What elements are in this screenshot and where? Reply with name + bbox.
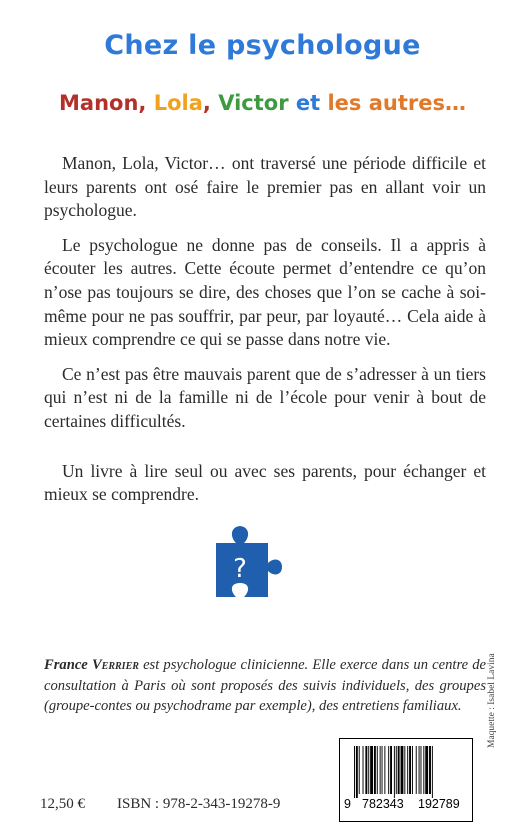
isbn: ISBN : 978-2-343-19278-9 (117, 796, 281, 812)
subtitle-part: , (138, 91, 154, 115)
barcode-bar (421, 746, 422, 794)
barcode (339, 738, 473, 822)
subtitle-part: et (288, 91, 328, 115)
barcode-digits-right: 192789 (418, 797, 460, 811)
barcode-bars (352, 746, 464, 798)
subtitle-part: Lola (153, 91, 203, 115)
barcode-bar (425, 746, 428, 794)
barcode-bar (407, 746, 408, 794)
paragraph: Ce n’est pas être mauvais parent que de s’adresser à un tiers qui n’est ni de la famille ni de l’école pour venir à bout de certaines difficultés. (44, 363, 486, 431)
question-mark: ? (233, 554, 247, 584)
barcode-bar (374, 746, 376, 794)
barcode-digits (340, 797, 474, 817)
barcode-bar (359, 746, 360, 794)
barcode-bar (388, 746, 389, 794)
barcode-bar (412, 746, 413, 794)
author-name: France Verrier (44, 657, 139, 673)
barcode-bar (396, 746, 397, 794)
price: 12,50 € (40, 796, 85, 812)
puzzle-piece-shape (216, 526, 282, 597)
barcode-bar (419, 746, 420, 794)
barcode-bar (398, 746, 400, 794)
barcode-bar (401, 746, 404, 794)
paragraph: Manon, Lola, Victor… ont traversé une période difficile et leurs parents ont osé faire le premier pas en allant voir un psychologue. (44, 153, 486, 221)
puzzle-piece-question-icon (210, 517, 282, 603)
barcode-bar (370, 746, 373, 794)
barcode-bar (423, 746, 424, 794)
barcode-bar (377, 746, 378, 794)
back-cover-text (44, 152, 486, 518)
barcode-bar (384, 746, 385, 794)
barcode-bar (363, 746, 364, 794)
barcode-bar (390, 746, 392, 794)
subtitle-part: , (202, 91, 219, 115)
barcode-bar (380, 746, 381, 794)
barcode-digits-left: 782343 (362, 797, 404, 811)
barcode-bar (432, 746, 433, 798)
subtitle-part: Manon (59, 91, 139, 115)
barcode-bar (365, 746, 367, 794)
bio-text: est psychologue clinicienne. Elle exerce dans un centre de consultation à Paris où sont proposés des suivis individuels, des groupes (groupe-contes ou psychodrame par exemple), des entretiens familiaux. (44, 657, 486, 714)
barcode-bar (409, 746, 411, 794)
barcode-bar (382, 746, 383, 794)
cover-title: Chez le psychologue (104, 30, 421, 61)
barcode-bar (394, 746, 395, 798)
paragraph: Un livre à lire seul ou avec ses parents, pour échanger et mieux se comprendre. (44, 460, 486, 505)
paragraph: Le psychologue ne donne pas de conseils. Il a appris à écouter les autres. Cette écoute permet d’entendre ce qu’on n’ose pas toujours se dire, des choses que l’on se cache à soi-même pour ne pas souffrir, par peur, par loyauté… Cela aide à mieux comprendre ce qui se passe dans notre vie. (44, 234, 486, 350)
layout-credit: Maquette : Isabel Lavina (487, 653, 497, 748)
barcode-bar (356, 746, 358, 798)
barcode-digit-first: 9 (344, 797, 351, 811)
subtitle-part: Victor (218, 91, 289, 115)
author-bio (44, 655, 486, 717)
cover-subtitle (0, 91, 525, 115)
subtitle-part: les autres… (327, 91, 466, 115)
barcode-bar (404, 746, 405, 794)
barcode-bar (416, 746, 417, 794)
barcode-bar (354, 746, 355, 798)
barcode-bar (429, 746, 431, 794)
barcode-bar (368, 746, 369, 794)
